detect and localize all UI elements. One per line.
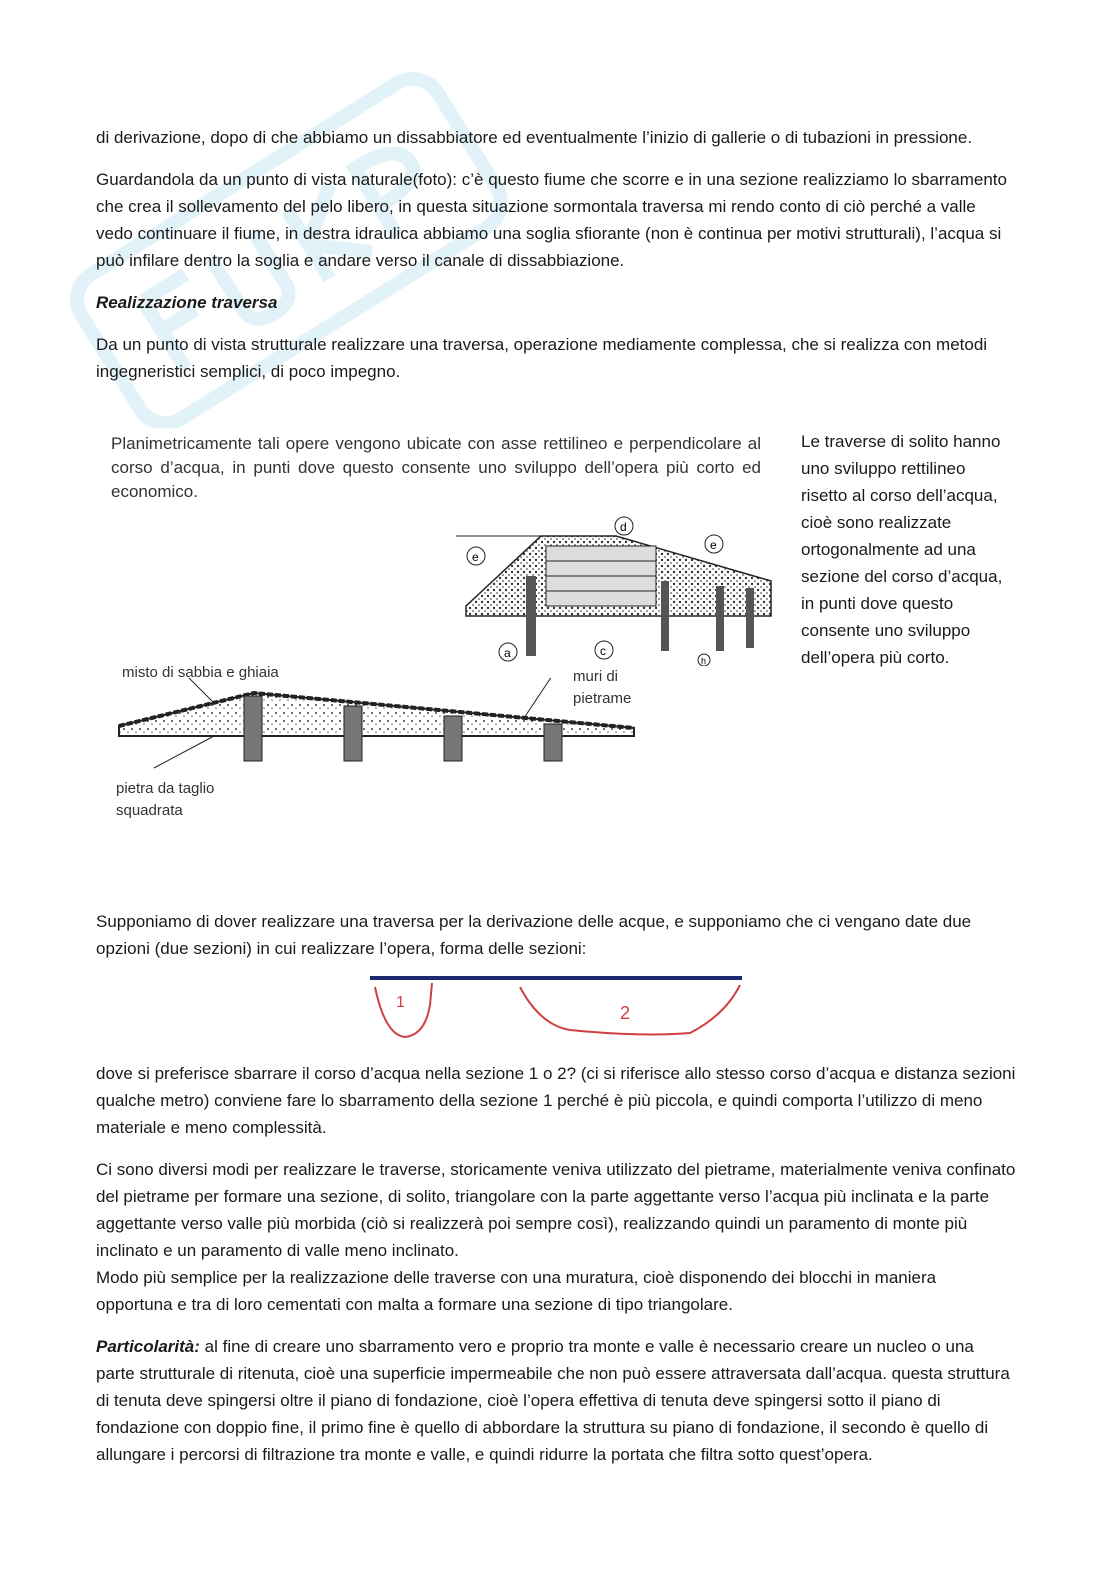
river-sections-drawing xyxy=(370,975,742,1045)
weir-figure xyxy=(96,428,786,824)
particolarita-label: Particolarità: xyxy=(96,1337,200,1356)
label-sand-gravel: misto di sabbia e ghiaia xyxy=(122,664,279,681)
paragraph-opzioni: Supponiamo di dover realizzare una traversa per la derivazione delle acque, e supponiamo che ci vengano date due opzioni (due sezioni) in cui realizzare l’opera, forma delle sezioni: xyxy=(96,912,972,958)
paragraph-derivazione: di derivazione, dopo di che abbiamo un dissabbiatore ed eventualmente l’inizio di gallerie o di tubazioni in pressione. xyxy=(96,128,973,147)
marker-d: d xyxy=(620,520,627,534)
label-stone-walls-2: pietrame xyxy=(573,690,632,707)
marker-e-left: e xyxy=(472,550,479,564)
section-2-label: 2 xyxy=(620,1003,631,1023)
options-text xyxy=(96,908,1016,962)
weir-stone-walls-drawing xyxy=(114,678,654,778)
figure-caption: Planimetricamente tali opere vengono ubicate con asse rettilineo e perpendicolare al corso d’acqua, in punti dove questo consente uno sviluppo dell’opera più corto ed economico. xyxy=(111,434,761,501)
paragraph-sezione: dove si preferisce sbarrare il corso d’acqua nella sezione 1 o 2? (ci si riferisce allo stesso corso d’acqua e distanza sezioni qualche metro) conviene fare lo sbarramento della sezione 1 perché è più piccola, e quindi comporta l’utilizzo di meno materiale e meno complessità. xyxy=(96,1064,1016,1137)
paragraph-vista-naturale: Guardandola da un punto di vista naturale(foto): c’è questo fiume che scorre e in una sezione realizziamo lo sbarramento che crea il sollevamento del pelo libero, in questa situazione sormontala traversa mi rendo conto di ciò perché a valle vedo continuare il fiume, in destra idraulica abbiamo una soglia sfiorante (non è continua per motivi strutturali), l’acqua si può infilare dentro la soglia e andare verso il canale di dissabbiazione. xyxy=(96,170,1007,270)
paragraph-particolarita xyxy=(96,1333,1016,1468)
particolarita-text: al fine di creare uno sbarramento vero e proprio tra monte e valle è necessario creare un nucleo o una parte strutturale di ritenuta, cioè una superficie impermeabile che non può essere attraversata dall’acqua. questa struttura di tenuta deve spingersi oltre il piano di fondazione, cioè l’opera effettiva di tenuta deve spingersi sotto il piano di fondazione con doppio fine, il primo fine è quello di abbordare la struttura su piano di fondazione, il secondo è quello di allungare i percorsi di filtrazione tra monte e valle, e quindi ridurre la portata che filtra sotto quest’opera. xyxy=(96,1337,1010,1464)
section-1-label: 1 xyxy=(396,994,405,1011)
marker-h: h xyxy=(701,656,707,666)
marker-a: a xyxy=(504,646,511,660)
section-heading: Realizzazione traversa xyxy=(96,293,278,312)
label-cut-stone-2: squadrata xyxy=(116,802,183,819)
side-paragraph: Le traverse di solito hanno uno sviluppo rettilineo risetto al corso dell’acqua, cioè sono realizzate ortogonalmente ad una sezione del corso d’acqua, in punti dove questo consente uno sviluppo dell’opera più corto. xyxy=(801,432,1003,667)
bottom-text-block xyxy=(96,1060,1016,1468)
marker-e-right: e xyxy=(710,538,717,552)
paragraph-modi-storici: Ci sono diversi modi per realizzare le traverse, storicamente veniva utilizzato del pietrame, materialmente veniva confinato del pietrame per formare una sezione, di solito, triangolare con la parte aggettante verso l’acqua più inclinata e la parte aggettante verso valle più morbida (ciò si realizzerà poi sempre così), realizzando quindi un paramento di monte più inclinato e un paramento di valle meno inclinato. xyxy=(96,1160,1016,1260)
top-text-block xyxy=(96,124,1016,385)
paragraph-strutturale: Da un punto di vista strutturale realizzare una traversa, operazione mediamente complessa, che si realizza con metodi ingegneristici semplici, di poco impegno. xyxy=(96,335,988,381)
marker-c: c xyxy=(600,644,606,658)
label-stone-walls-1: muri di xyxy=(573,668,619,685)
label-cut-stone-1: pietra da taglio xyxy=(116,780,215,797)
weir-cross-section-drawing xyxy=(456,516,776,666)
figure-row xyxy=(96,428,1016,828)
paragraph-muratura: Modo più semplice per la realizzazione delle traverse con una muratura, cioè disponendo dei blocchi in maniera opportuna e tra di loro cementati con malta a formare una sezione di tipo triangolare. xyxy=(96,1268,937,1314)
